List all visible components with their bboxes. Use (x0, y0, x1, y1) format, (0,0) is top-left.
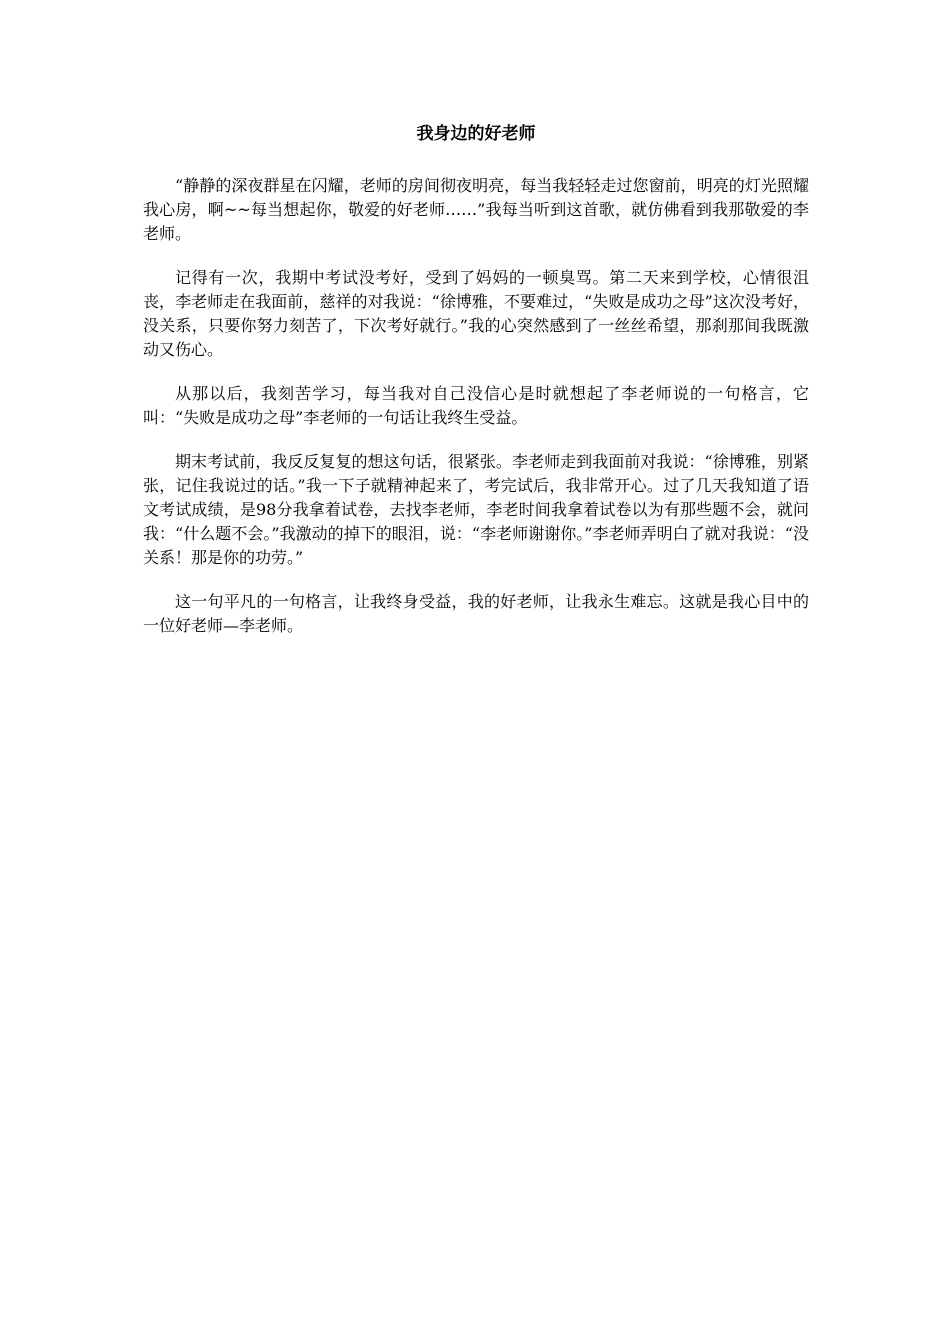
paragraph-3: 从那以后，我刻苦学习，每当我对自己没信心是时就想起了李老师说的一句格言，它叫：“失败是成功之母”李老师的一句话让我终生受益。 (143, 384, 809, 427)
paragraph-4: 期末考试前，我反反复复的想这句话，很紧张。李老师走到我面前对我说：“徐博雅，别紧张，记住我说过的话。”我一下子就精神起来了，考完试后，我非常开心。过了几天我知道了语文考试成绩，是98分我拿着试卷，去找李老师，李老时间我拿着试卷以为有那些题不会，就问我：“什么题不会。”我激动的掉下的眼泪，说：“李老师谢谢你。”李老师弄明白了就对我说：“没关系！那是你的功劳。” (143, 452, 809, 567)
paragraph-5: 这一句平凡的一句格言，让我终身受益，我的好老师，让我永生难忘。这就是我心目中的一位好老师—李老师。 (143, 592, 809, 635)
document-body (143, 118, 809, 658)
paragraph-2: 记得有一次，我期中考试没考好，受到了妈妈的一顿臭骂。第二天来到学校，心情很沮丧，李老师走在我面前，慈祥的对我说：“徐博雅，不要难过，“失败是成功之母”这次没考好，没关系，只要你努力刻苦了，下次考好就行。”我的心突然感到了一丝丝希望，那刹那间我既激动又伤心。 (143, 268, 809, 359)
paragraph-1: “静静的深夜群星在闪耀，老师的房间彻夜明亮，每当我轻轻走过您窗前，明亮的灯光照耀我心房，啊~~每当想起你，敬爱的好老师……”我每当听到这首歌，就仿佛看到我那敬爱的李老师。 (143, 176, 809, 243)
document-title: 我身边的好老师 (416, 124, 536, 144)
